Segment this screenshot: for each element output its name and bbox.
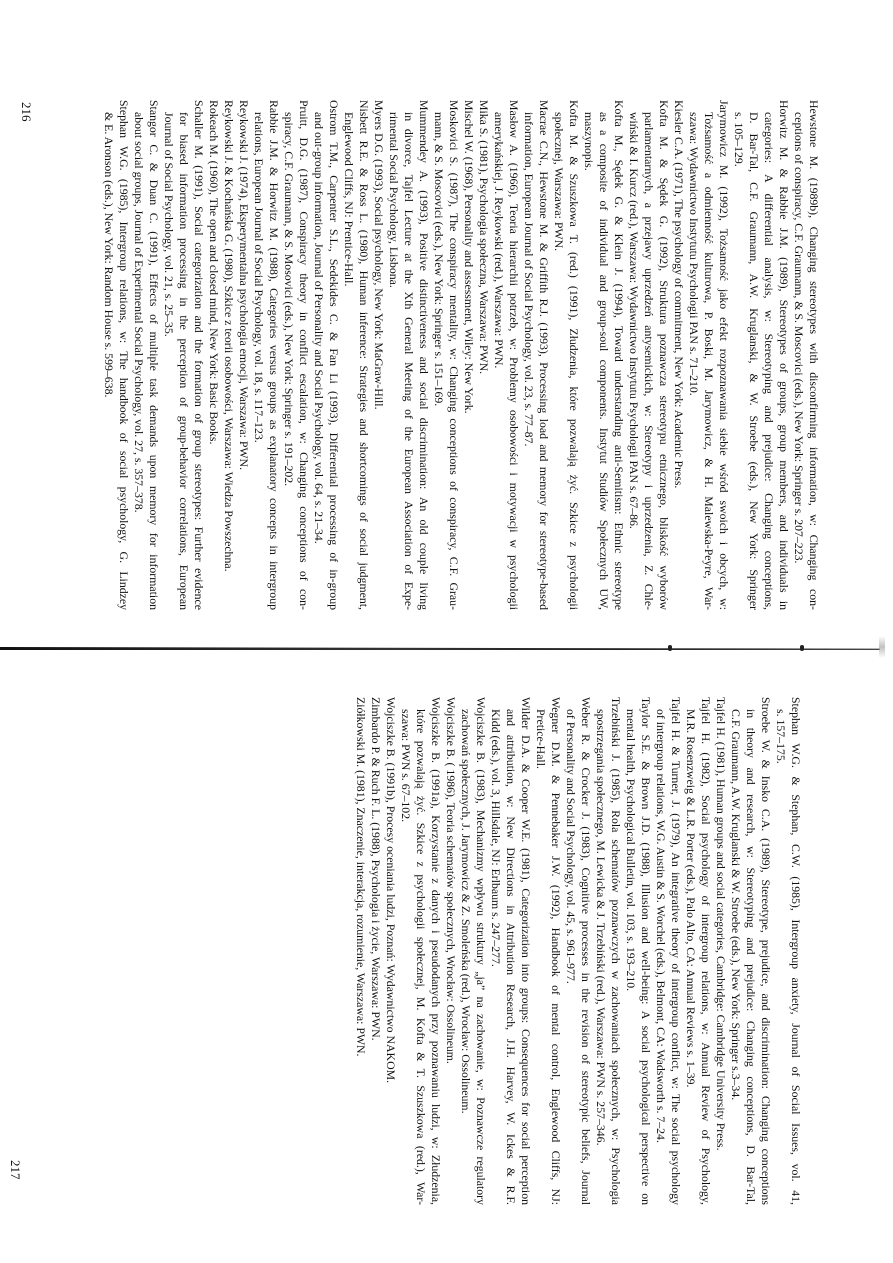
reference-entry-line: Kiesler C.A. (1971), The psychology of commitment, New York: Academic Press. <box>672 100 686 489</box>
reference-continuation-line: Tożsamość a odmienność kulturowa, P. Boski, M. Jarymowicz, & H. Malewska-Peyre, War- <box>702 112 716 610</box>
reference-continuation-line: of intergroup relations, W.G. Austin & S. Worchel (eds.), Belmont, CA: Wadsworth s. 7–24. <box>654 709 668 1143</box>
reference-entry-line: Wojciszke B. (1991b), Procesy oceniania ludzi, Poznań: Wydawnictwo NAKOM. <box>384 697 398 1084</box>
reference-continuation-line: mental health, Psychological Bulletin, vol. 103, s. 193–210. <box>624 709 638 992</box>
reference-entry-line: Trzebiński J. (1985), Rola schematów poznawczych w zachowaniach społecznych, w: Psychologia <box>609 697 623 1205</box>
reference-entry-line: Hewstone M. (1989b), Changing stereotypes with disconfirming information, w: Changing con- <box>807 100 821 610</box>
reference-entry-line: Kofta M., Sędek G. & Klein J. (1994), Toward understanding anti-Semitism: Ethnic stereotype <box>612 100 626 610</box>
reference-continuation-line: in divorce, Tajfel Lecture at the Xth General Meeting of the European Association of Expe- <box>402 112 416 610</box>
reference-entry-line: Mummendey A. (1993), Positive distinctiveness and social discrimination: An old couple living <box>417 100 431 610</box>
reference-entry-line: Nisbett R.E. & Ross L. (1980), Human inference: Strategies and shortcomings of social judgment, <box>357 100 371 610</box>
reference-continuation-line: & E. Aronson (eds.), New York: Random House s. 599–638. <box>102 112 116 398</box>
reference-entry-line: Weber R. & Crocker J. (1983), Cognitive processes in the revision of stereotypic beliefs, Journal <box>579 697 593 1205</box>
page-217-references <box>353 697 803 1205</box>
reference-entry-line: Wojciszke B. (1983), Mechanizmy wpływu struktury „ja” na zachowanie, w: Poznawcze regulatory <box>474 697 488 1205</box>
reference-entry-line: Taylor S.E. & Brown J.D. (1988), Illusion and well-being: A social psychological perspective on <box>639 697 653 1205</box>
reference-entry-line: Reykowski J. & Kochańska G. (1980), Szkice z teorii osobowości, Warszawa: Wiedza Powszechna. <box>222 100 236 572</box>
reference-entry-line: Stephan W.G. & Stephan, C.W. (1985), Intergroup anxiety, Journal of Social Issues, vol. 41, <box>789 697 803 1205</box>
reference-continuation-line: in theory and research, w: Stereotyping and prejudice: Changing conceptions, D. Bar-Tal, <box>744 709 758 1205</box>
reference-entry-line: Mika S. (1981), Psychologia społeczna, Warszawa: PWN. <box>477 100 491 375</box>
reference-continuation-line: spiracy, C.F. Graumann, & S. Mosovici (eds.), New York: Springer s. 191–202. <box>282 112 296 487</box>
reference-continuation-line: and attribution, w: New Directions in Attribution Research, J.H. Harvey, W. Ickes & R.F. <box>504 709 518 1205</box>
reference-continuation-line: s. 105–129. <box>732 112 746 167</box>
reference-entry-line: Macrae C.N., Hewstone M. & Griffith R.J. (1993), Processing load and memory for stereotype-based <box>537 100 551 610</box>
divider-mark <box>800 645 804 651</box>
reference-entry-line: Wegner D.M. & Pennebaker J.W. (1992), Handbook of mental control, Englewood Cliffs, NJ: <box>549 697 563 1205</box>
reference-continuation-line: wiński & I. Kurcz (red.), Warszawa: Wydawnictwo Instytutu Psychologii PAN s. 67–86. <box>627 112 641 529</box>
reference-continuation-line: ceptions of conspiracy, C.F. Graumann, & S. Moscovici (eds.), New York: Springer s. 207–223. <box>792 112 806 564</box>
reference-continuation-line: rimental Social Psychology, Lisbona. <box>387 112 401 288</box>
reference-continuation-line: C.F. Graumann, A.W. Kruglanski & W. Stroebe (eds.), New York: Springer s.3–34. <box>729 709 743 1101</box>
reference-entry-line: Kofta M. & Szuszkowa T. (red.) (1991), Złudzenia, które pozwalają żyć. Szkice z psychologii <box>567 100 581 610</box>
reference-entry-line: Pruitt, D.G. (1987), Conspiracy theory in conflict escalation, w: Changing conceptions of con- <box>297 100 311 610</box>
reference-continuation-line: relations, European Journal of Social Psychology, vol. 18, s. 117–123. <box>252 112 266 443</box>
reference-entry-line: Wojciszke B. ( 1986), Teoria schematów społecznych, Wrocław: Ossolineum. <box>444 697 458 1064</box>
reference-continuation-line: społecznej, Warszawa: PWN. <box>552 112 566 252</box>
reference-continuation-line: Journal of Social Psychology, vol. 21, s. 25–35. <box>162 112 176 337</box>
reference-continuation-line: categories: A differential analysis, w: Stereotyping and prejudice: Changing conceptions, <box>762 112 776 610</box>
scan-artifact <box>879 636 885 658</box>
reference-entry-line: Ziółkowski M. (1981), Znaczenie, interakcja, rozumienie, Warszawa: PWN. <box>354 697 368 1057</box>
reference-entry-line: Rokeach M. (1960), The open and closed mind, New York: Basic Books. <box>207 100 221 445</box>
reference-continuation-line: of Personality and Social Psychology, vol. 45, s. 961–977. <box>564 709 578 984</box>
page-number: 216 <box>19 102 34 122</box>
reference-entry-line: Myers D.G. (1993), Social psychology, New York: MaGraw-Hill. <box>372 100 386 410</box>
reference-entry-line: Masłow A. (1966), Teoria hierarchii potrzeb, w: Problemy osobowości i motywacji w psychologii <box>507 100 521 610</box>
reference-continuation-line: about social groups, Journal of Experimental Social Psychology, vol. 27, s. 357–378. <box>132 112 146 513</box>
reference-entry-line: Reykowski J. (1974), Eksperymentalna psychologia emocji, Warszawa: PWN. <box>237 100 251 471</box>
reference-continuation-line: Pretice-Hall. <box>534 709 548 769</box>
reference-entry-line: Horwitz M. & Rabbie J.M. (1989), Stereotypes of groups, group members, and individuals in <box>777 100 791 610</box>
reference-continuation-line: szawa: PWN s. 67–102. <box>399 709 413 823</box>
reference-entry-line: Ostrom T.M., Carpenter S.L., Sedekides C. & Fan Li (1993), Differential processing of in-group <box>327 100 341 610</box>
reference-entry-line: Zimbardo P. & Ruch F. L. (1988), Psychologia i życie, Warszawa: PWN. <box>369 697 383 1041</box>
page-216-references <box>101 100 821 610</box>
reference-continuation-line: s. 157–175. <box>774 709 788 764</box>
reference-continuation-line: zachowań społecznych, J. Jarymowicz & Z. Smoleńska (red.), Wrocław: Ossolineum. <box>459 709 473 1114</box>
reference-entry-line: Kofta M. & Sędek G. (1992), Struktura poznawcza stereotypu etnicznego, bliskość wyborów <box>657 100 671 610</box>
reference-continuation-line: Kidd (eds.), vol. 3, Hillsdale, NJ: Erlbaum s. 247–277. <box>489 709 503 967</box>
reference-continuation-line: and out-group information, Journal of Personality and Social Psychology, vol. 64, s. 21–34. <box>312 112 326 544</box>
reference-entry-line: Schaller M. (1991), Social categorization and the formation of group stereotypes: Further evidence <box>192 100 206 610</box>
page-number: 217 <box>8 1160 23 1180</box>
reference-entry-line: Wojciszke B. (1991a), Korzystanie z danych i pseudodanych przy poznawaniu ludzi, w: Złudzenia, <box>429 697 443 1205</box>
page-divider <box>0 647 880 650</box>
reference-entry-line: Tajfel H. (1982), Social psychology of intergroup relations, w: Annual Review of Psychology, <box>699 697 713 1205</box>
reference-entry-line: Stroebe W. & Insko C.A. (1989), Stereotype, prejudice, and discrimination: Changing conceptions <box>759 697 773 1205</box>
reference-entry-line: Moskovici S. (1987), The conspiracy mentality, w: Changing conceptions of conspiracy, C.F. Grau- <box>447 100 461 610</box>
reference-continuation-line: spostrzegania społecznego, M. Lewicka & J. Trzebiński (red.), Warszawa: PWN s. 257–346. <box>594 709 608 1146</box>
reference-continuation-line: as a composite of individual and group-soul components. Instytut Studiów Społecznych UW, <box>597 112 611 610</box>
reference-entry-line: Tajfel H. & Turner, J. (1979), An integrative theory of intergroup conflict, w: The social psychology <box>669 697 683 1205</box>
reference-entry-line: Mischel W. (1968), Personality and assessment, Wiley: New York. <box>462 100 476 414</box>
reference-continuation-line: szawa: Wydawnictwo Instytutu Psychologii PAN s. 71–210. <box>687 112 701 396</box>
reference-continuation-line: information, European Journal of Social Psychology, vol. 23, s. 77–87. <box>522 112 536 447</box>
reference-entry-line: Tajfel H. (1981), Human groups and social categories, Cambridge: Cambridge University Press. <box>714 697 728 1151</box>
reference-continuation-line: mann, & S. Moscovici (eds.), New York: Springer s. 151–169. <box>432 112 446 407</box>
reference-continuation-line: maszynopis. <box>582 112 596 171</box>
reference-entry-line: Rabbie J.M. & Horwitz M. (1988), Categories versus groups as explanatory concepts in intergroup <box>267 100 281 610</box>
reference-entry-line: Wilder D.A. & Cooper W.E. (1981), Categorization into groups: Consequences for social perception <box>519 697 533 1205</box>
reference-continuation-line: które pozwalają żyć. Szkice z psychologii społecznej, M. Kofta & T. Szuszkowa (red.), War- <box>414 709 428 1205</box>
reference-entry-line: Stephan W.G. (1985), Intergroup relations, w: The handbook of social psychology, G. Lindzey <box>117 100 131 610</box>
reference-continuation-line: amerykańskiej, J. Reykowski (red.), Warszawa: PWN. <box>492 112 506 369</box>
reference-continuation-line: Englewood Cliffs, NJ: Prentice-Hall. <box>342 112 356 287</box>
reference-continuation-line: parlamentarnych, a przejawy uprzedzeń antysemickich, w: Stereotypy i uprzedzenia, Z. Chle- <box>642 112 656 610</box>
reference-entry-line: Stangor C. & Duan C. (1991), Effects of multiple task demands upon memory for information <box>147 100 161 610</box>
reference-continuation-line: for biased information processing in the perception of group-behavior correlations, European <box>177 112 191 610</box>
divider-mark <box>668 645 672 651</box>
reference-continuation-line: M.R. Rosenzweig & L.R. Porter (eds.), Palo Alto, CA: Annual Reviews s. 1–39. <box>684 709 698 1088</box>
reference-entry-line: Jarymowicz M. (1992), Tożsamość jako efekt rozpoznawania siebie wśród swoich i obcych, w: <box>717 100 731 610</box>
reference-continuation-line: D. Bar-Tal, C.F. Graumann, A.W. Kruglanski, & W. Stroebe (eds.), New York: Springer <box>747 112 761 610</box>
